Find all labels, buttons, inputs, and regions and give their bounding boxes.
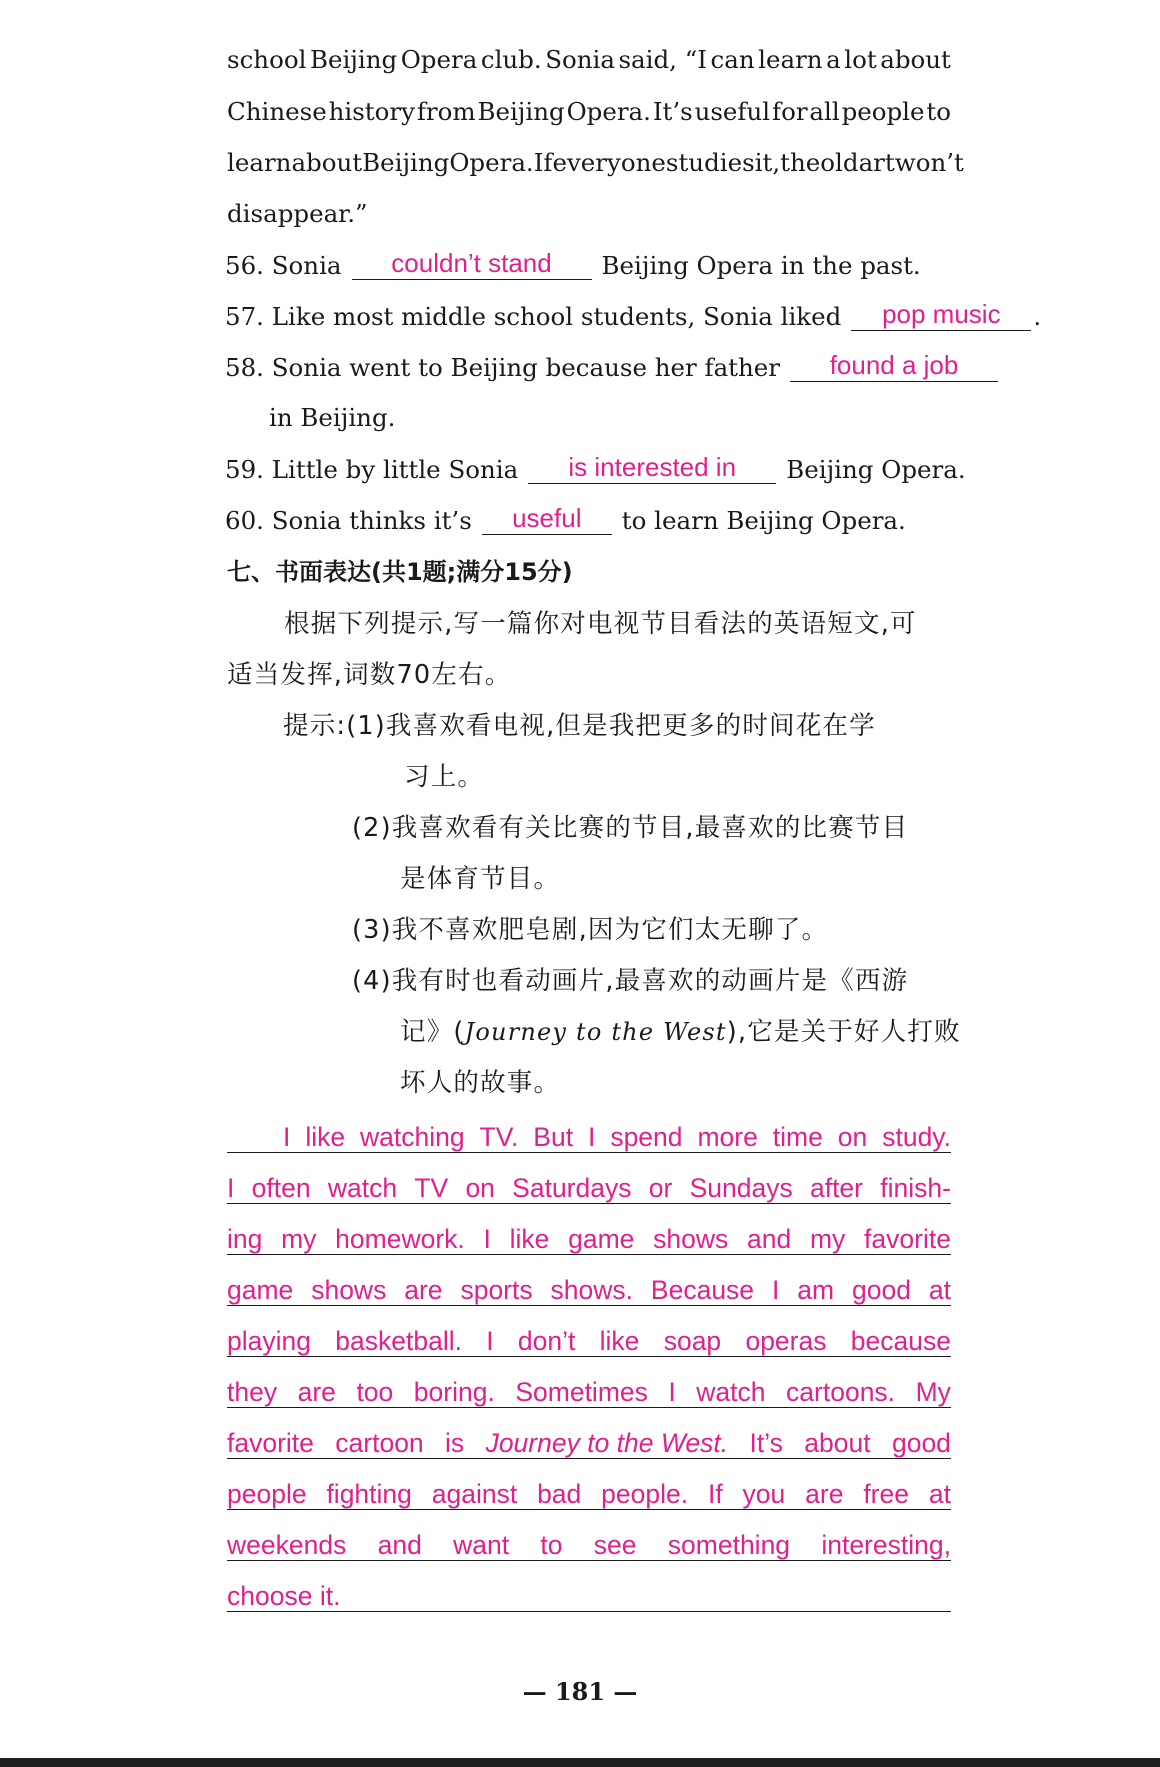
word: Saturdays [512, 1172, 632, 1203]
word: too [356, 1376, 394, 1407]
word: at [928, 1274, 951, 1305]
word: school [227, 45, 307, 74]
word: spend [610, 1121, 683, 1152]
word: my [809, 1223, 846, 1254]
word: can [710, 45, 755, 74]
passage-line-2 [227, 97, 951, 126]
word: often [251, 1172, 311, 1203]
word: finish- [880, 1172, 951, 1203]
essay-line-8 [227, 1473, 951, 1510]
word: watch [327, 1172, 398, 1203]
word: shows [311, 1274, 387, 1305]
word: free [863, 1478, 909, 1509]
word: cartoon [335, 1427, 424, 1458]
question-58 [225, 350, 1008, 384]
word: interesting, [821, 1529, 951, 1560]
word: I [668, 1376, 676, 1407]
word: I [283, 1121, 291, 1152]
hint-4-continued [400, 1017, 961, 1047]
hint-4-text-b: ),它是关于好人打败 [726, 1017, 961, 1047]
question-59 [225, 452, 966, 486]
word: my [281, 1223, 317, 1254]
word: Beijing [477, 97, 565, 126]
question-57 [225, 299, 1042, 333]
word: favorite [227, 1427, 314, 1458]
word: game [568, 1223, 635, 1254]
essay-line-3 [227, 1218, 951, 1255]
word: is [445, 1427, 465, 1458]
word: playing [227, 1325, 311, 1356]
word: I [588, 1121, 596, 1152]
essay-line-4 [227, 1269, 951, 1306]
essay-line-6 [227, 1371, 951, 1408]
word: If [707, 1478, 723, 1509]
word: from [416, 97, 476, 126]
word: basketball. [335, 1325, 462, 1356]
word: like [599, 1325, 640, 1356]
word: game [227, 1274, 294, 1305]
word: to [540, 1529, 563, 1560]
word: and [747, 1223, 792, 1254]
word: Opera [400, 45, 478, 74]
word: shows [653, 1223, 729, 1254]
word: want [453, 1529, 510, 1560]
word: But [533, 1121, 574, 1152]
question-60-rest: to learn Beijing Opera. [621, 506, 906, 535]
word: weekends [227, 1529, 347, 1560]
word: choose it. [227, 1580, 341, 1611]
word: I [227, 1172, 235, 1203]
word: soap [663, 1325, 722, 1356]
word: fighting [326, 1478, 412, 1509]
word: watch [696, 1376, 766, 1407]
word: against [431, 1478, 518, 1509]
word: Sundays [689, 1172, 793, 1203]
word: I [486, 1325, 494, 1356]
hint-3: (3)我不喜欢肥皂剧,因为它们太无聊了。 [352, 915, 829, 945]
hint-4-end: 坏人的故事。 [400, 1068, 561, 1098]
word: learn [227, 148, 292, 177]
question-56-rest: Beijing Opera in the past. [601, 251, 921, 280]
answer-57: pop music [851, 301, 1031, 331]
word: I [483, 1223, 491, 1254]
word: It’s [749, 1427, 783, 1458]
word: cartoons. [786, 1376, 896, 1407]
word: TV. [479, 1121, 519, 1152]
question-59-rest: Beijing Opera. [786, 455, 966, 484]
essay-line-9 [227, 1524, 951, 1561]
essay-line-5 [227, 1320, 951, 1357]
question-60 [225, 503, 906, 537]
word: about [804, 1427, 871, 1458]
word: Beijing [309, 45, 398, 74]
word: all [809, 97, 840, 126]
word: time [772, 1121, 823, 1152]
page-number: — 181 — [522, 1677, 638, 1706]
question-60-text: 60. Sonia thinks it’s [225, 506, 472, 535]
word: see [593, 1529, 637, 1560]
word: people [841, 97, 925, 126]
word: learn [758, 45, 823, 74]
word: lot [844, 45, 877, 74]
word: club. [480, 45, 542, 74]
word: people. [601, 1478, 689, 1509]
word: said, “I [618, 45, 707, 74]
word: Opera. [449, 148, 534, 177]
word: ing [227, 1223, 263, 1254]
word: are [297, 1376, 336, 1407]
essay-line-2 [227, 1167, 951, 1204]
hint-1-continued: 习上。 [404, 762, 485, 792]
word: history [328, 97, 415, 126]
word: won’t [894, 148, 964, 177]
word: a [826, 45, 841, 74]
word: old [820, 148, 859, 177]
hint-2-continued: 是体育节目。 [400, 864, 561, 894]
word: at [928, 1478, 951, 1509]
word: it, [754, 148, 781, 177]
word: useful [694, 97, 771, 126]
essay-line-7 [227, 1422, 951, 1459]
hint-1 [283, 711, 876, 741]
word: they [227, 1376, 278, 1407]
question-57-text: 57. Like most middle school students, Sonia liked [225, 302, 842, 331]
word: people [227, 1478, 307, 1509]
word: on [465, 1172, 495, 1203]
instruction-line-1: 根据下列提示,写一篇你对电视节目看法的英语短文,可 [284, 609, 917, 639]
word: bad [537, 1478, 582, 1509]
word: boring. [413, 1376, 495, 1407]
word: Sonia [545, 45, 615, 74]
word: homework. [335, 1223, 465, 1254]
bottom-bar [0, 1758, 1160, 1767]
word: or [648, 1172, 673, 1203]
passage-line-1 [227, 45, 951, 74]
word: to [926, 97, 951, 126]
instruction-line-2: 适当发挥,词数70左右。 [227, 660, 512, 690]
essay-line-1 [227, 1116, 951, 1153]
word: good [891, 1427, 951, 1458]
word: If [533, 148, 553, 177]
word: everyone [552, 148, 666, 177]
word: you [742, 1478, 786, 1509]
hint-2: (2)我喜欢看有关比赛的节目,最喜欢的比赛节目 [352, 813, 909, 843]
hint-1-text: (1)我喜欢看电视,但是我把更多的时间花在学 [346, 711, 876, 741]
word: Opera. [566, 97, 651, 126]
word: Journey to the West. [485, 1427, 729, 1458]
question-57-rest: . [1033, 302, 1042, 331]
hint-4-book-title: Journey to the West [464, 1018, 727, 1046]
passage-line-4 [227, 199, 368, 228]
essay-line-10 [227, 1575, 951, 1612]
word: Because [650, 1274, 755, 1305]
word: about [880, 45, 951, 74]
word: about [291, 148, 363, 177]
word: like [305, 1121, 346, 1152]
word: I [771, 1274, 780, 1305]
answer-60: useful [482, 505, 612, 535]
word: It’s [652, 97, 693, 126]
word: on [837, 1121, 868, 1152]
answer-59: is interested in [528, 454, 776, 484]
word: art [858, 148, 895, 177]
word: like [509, 1223, 550, 1254]
question-58-text: 58. Sonia went to Beijing because her father [225, 353, 781, 382]
answer-58: found a job [790, 352, 998, 382]
word: watching [360, 1121, 465, 1152]
word: am [797, 1274, 835, 1305]
word: good [851, 1274, 911, 1305]
word: because [850, 1325, 951, 1356]
passage-line-3 [227, 148, 964, 177]
word: disappear.” [227, 199, 368, 228]
word: Chinese [227, 97, 327, 126]
question-56 [225, 248, 921, 282]
word: Beijing [362, 148, 450, 177]
word: don’t [517, 1325, 576, 1356]
word: something [667, 1529, 791, 1560]
word: after [809, 1172, 863, 1203]
word: Sometimes [515, 1376, 648, 1407]
hint-4: (4)我有时也看动画片,最喜欢的动画片是《西游 [352, 966, 909, 996]
word: studies [665, 148, 755, 177]
word: are [404, 1274, 443, 1305]
question-56-text: 56. Sonia [225, 251, 342, 280]
word: sports [460, 1274, 533, 1305]
answer-56: couldn’t stand [352, 250, 592, 280]
question-58-continued: in Beijing. [269, 403, 396, 432]
word: operas [745, 1325, 827, 1356]
word: more [697, 1121, 758, 1152]
word: TV [414, 1172, 449, 1203]
word: for [772, 97, 808, 126]
word: study. [882, 1121, 951, 1152]
word: are [805, 1478, 844, 1509]
word: favorite [864, 1223, 951, 1254]
word: My [915, 1376, 951, 1407]
word: and [377, 1529, 422, 1560]
hint-label: 提示: [283, 711, 347, 741]
section-heading: 七、书面表达(共1题;满分15分) [227, 558, 573, 586]
word: shows. [550, 1274, 634, 1305]
word: the [780, 148, 821, 177]
question-59-text: 59. Little by little Sonia [225, 455, 519, 484]
hint-4-text-a: 记》( [400, 1017, 465, 1047]
